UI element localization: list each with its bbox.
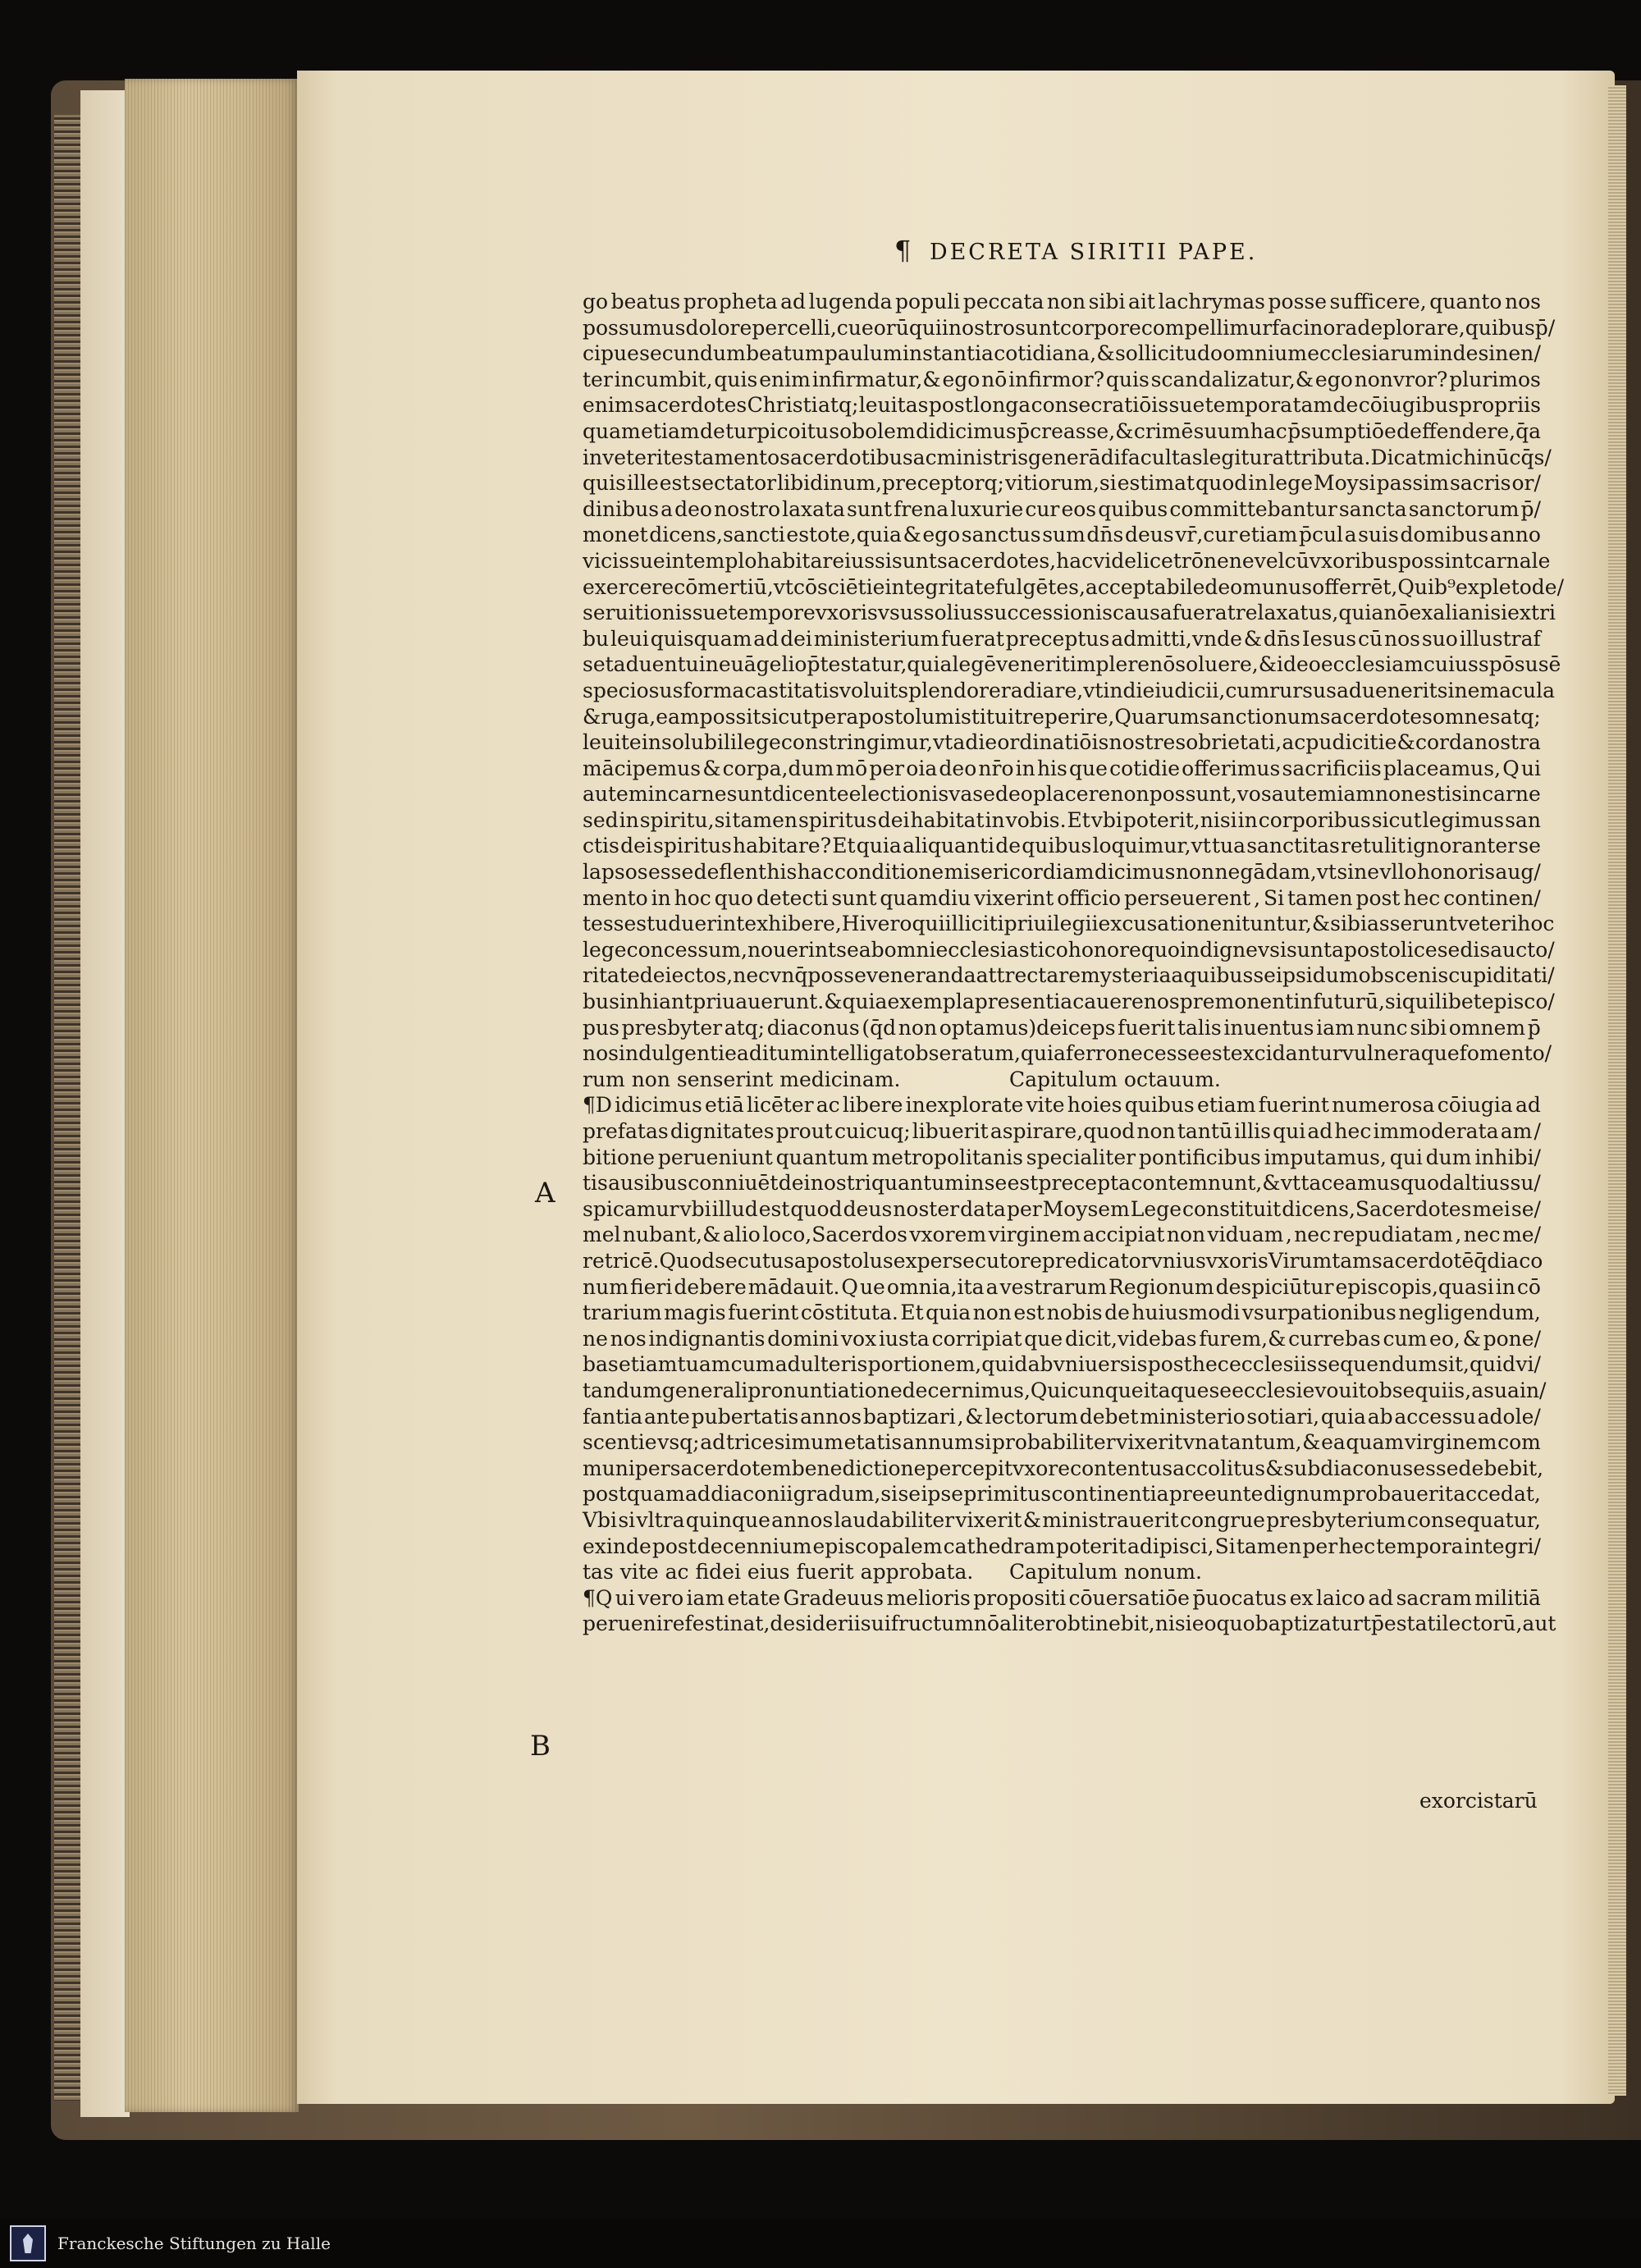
text-line: Vbi si vltra quinque annos laudabiliter vixerit & ministrauerit congrue presbyterium consequatur, (583, 1507, 1541, 1532)
text-line: spicamur vbi illud est quod deus noster data per Moysem Lege constituit dicens,Sacerdotes mei se/ (583, 1196, 1541, 1221)
text-line: quis ille est sectator libidinum,preceptorq; vitiorum,si estimat quod in lege Moysi passim sacris or/ (583, 471, 1541, 496)
text-line: set aduentu in euāgelio p̄testatur,quia legē venerit implere nō soluere,& ideo ecclesiam cuius spōsus ē (583, 652, 1561, 677)
text-line: mel nubant,& alio loco,Sacerdos vxorem virginem accipiat non viduam , nec repudiatam , nec me/ (583, 1223, 1541, 1247)
paragraph-tail: tas vite ac fidei eius fuerit approbata. (583, 1560, 974, 1584)
text-line: exercere cōmertiū,vt cōsciētie integritate fulgētes, acceptabile deo munus offerrēt, Q uib⁹ expleto de/ (583, 574, 1565, 599)
text-line: scentie vsq; ad tricesimum etatis annum si probabiliter vixerit vna tantum, & ea quam virginem com (583, 1430, 1541, 1455)
section-b-paragraph (583, 1585, 1556, 1637)
text-line: lapsos esse deflent his hac conditione misericordiam dicimus non negādam,vt sine vllo honoris aug/ (583, 860, 1541, 885)
section-a-paragraph (583, 1092, 1547, 1559)
chapter9-line (583, 1559, 1541, 1585)
text-line: vicis sue in templo habitare iussi sunt sacerdotes,hac videlicet rōne ne vel cū vxoribus possint carnale (583, 548, 1551, 573)
paragraph-tail: rum non senserint medicinam. (583, 1067, 901, 1091)
text-line: peruenire festinat,desiderii sui fructum nō aliter obtinebit,nisi eo quo baptizatur tp̄e stati lectorū,aut (583, 1612, 1556, 1636)
endpaper (80, 90, 130, 2117)
chapter-heading: Capitulum nonum. (1009, 1560, 1202, 1584)
margin-marker-a: A (535, 1177, 555, 1209)
text-line: fantia ante pubertatis annos baptizari , & lectorum debet ministerio sotiari, quia ab accessu adole/ (583, 1404, 1541, 1429)
footer-text: Franckesche Stiftungen zu Halle (57, 2234, 331, 2253)
margin-marker-b: B (530, 1730, 551, 1763)
text-line: seruitionis sue tempore vxoris vsus solius successionis causa fuerat relaxatus, quia nō ex alia nisi ex tri (583, 601, 1556, 625)
text-line: trarium magis fuerint cōstituta. Et quia non est nobis de huiusmodi vsurpationibus negligendum, (583, 1301, 1541, 1325)
text-line: ritate deiectos,nec vnq̄ posse veneranda attrectare mysteria a quibus se ipsi dum obscenis cupiditati/ (583, 963, 1555, 988)
text-line: enim sacerdotes Christi atq; leuitas post longa consecratiōis sue tempora tam de cōiugibus propriis (583, 393, 1541, 418)
text-line: lege concessum,nouerint se ab omni ecclesiastico honore quo indigne vsi sunt apostolice sedis aucto/ (583, 937, 1555, 962)
text-line: possumus dolore percelli,cu eorū qui i nostro sunt corpore compellimur facinora deplorare, quibus p̄ / (583, 315, 1556, 340)
text-line: quam etiam de turpi coitu sobolem didicimus p̄creasse,& crimē suum hac p̄sumptiōe deffendere,q̄a (583, 418, 1541, 443)
text-line: ¶D idicimus etiā licēter ac libere inexplorate vite hoies quibus etiam fuerint numerosa cōiugia ad (583, 1093, 1541, 1118)
text-line: tandum generali pronuntiatione decernimus, Q uicunque itaque se ecclesie vouit obsequiis,a sua in/ (583, 1378, 1547, 1402)
text-line: cipue secundum beatum paulum instantia cotidiana, & sollicitudo omnium ecclesiarum indesinen / (583, 341, 1541, 366)
chapter8-line (583, 1067, 1541, 1093)
text-line: tes se studuerint exhibere,Hi vero qui illiciti priuilegii excusatione nituntur,& sibi asserunt veteri hoc (583, 912, 1555, 936)
text-line: exinde post decennium episcopalem cathedram poterit adipisci, Si tamen per hec tempora integri/ (583, 1534, 1541, 1558)
text-line: mento in hoc quo detecti sunt quamdiu vixerint officio perseuerent , Si tamen post hec continen/ (583, 885, 1541, 910)
text-line: bus inhiant priuauerunt. & quia exempla presentia cauere nos premonent in futurū,si quilibet episco/ (583, 990, 1555, 1014)
text-line: nos indulgentie aditum intelligat obseratum,quia ferro necesse est excidantur vulnera que fomento/ (583, 1041, 1552, 1066)
running-header (894, 235, 1321, 271)
catchword: exorcistarū (1419, 1789, 1538, 1813)
text-line: bitione perueniunt quantum metropolitanis specialiter pontificibus imputamus, qui dum inhibi/ (583, 1145, 1541, 1169)
text-line: sed in spiritu,si tamen spiritus dei habitat in vobis. Et vbi poterit,nisi in corporibus sicut legimus san (583, 807, 1541, 832)
text-line: muni per sacerdotem benedictione percepit vxore contentus accolitus & subdiaconus esse debebit, (583, 1456, 1544, 1480)
text-line: ¶Q ui vero iam etate Gradeuus melioris propositi cōuersatiōe p̄uocatus ex laico ad sacram militiā (583, 1585, 1541, 1610)
text-line: bas etiam tuam cum adulteris portionem,quid ab vniuersis post hec ecclesiis sequendum sit,quid vi/ (583, 1352, 1541, 1377)
text-line: go beatus propheta ad lugenda populi peccata non sibi ait lachrymas posse sufficere, quanto nos (583, 290, 1541, 313)
text-line: speciosus forma castitatis voluit splendore radiare, vt in die iudicii, cum rursus aduenerit sine macula (583, 678, 1555, 702)
text-line: bu leui quisquam ad dei ministerium fuerat preceptus admitti,vnde & dn̄s Iesus cū nos suo illustraf (583, 626, 1541, 651)
footer-bar (0, 2219, 1641, 2268)
text-line: monet dicens,sancti estote,quia & ego sanctus sum dn̄s deus vr̄,cur etiam p̄cul a suis domibus anno (583, 523, 1541, 547)
text-line: in veteri testamento sacerdotibus ac ministris generādi facultas legitur attributa. Dicat michi nūc q̄s/ (583, 445, 1552, 469)
text-line: prefatas dignitates prout cuicuq; libuerit aspirare,quod non tantū illis qui ad hec immoderata am / (583, 1119, 1541, 1143)
body-paragraph (583, 289, 1565, 1067)
pilcrow-icon: ¶ (894, 235, 914, 266)
text-line: ne nos indignantis domini vox iusta corripiat que dicit,videbas furem,& currebas cum eo, & pone/ (583, 1326, 1541, 1351)
text-line: ctis dei spiritus habitare? Et quia aliquanti de quibus loquimur,vt tua sanctitas retulit ignoranter se (583, 834, 1541, 858)
page-edge (1608, 85, 1626, 2096)
text-line: retricē. Q uod secutus apostolus ex persecutore predicator vnius vxoris Virum tam sacerdotē q̄ diaco (583, 1248, 1543, 1273)
text-line: & ruga,eam possit sicut per apostolum istituit reperire, Q uarum sanctionum sacerdotes omnes atq; (583, 704, 1541, 729)
text-line: mācipemus & corpa,dum mō per oia deo nr̄o in his que cotidie offerimus sacrificiis placeamus, Q ui (583, 756, 1541, 780)
text-line: autem in carne sunt dicente electionis vase deo placere non possunt,vos autem iam non estis in carne (583, 782, 1541, 807)
chapter-heading: Capitulum octauum. (1009, 1067, 1221, 1091)
text-line: num fieri debere mādauit. Q ue omnia,ita a vestrarum Regionum despiciūtur episcopis,quasi in cō (583, 1274, 1541, 1299)
text-line: postquam ad diaconii gradum,si se ipse primitus continentia preeunte dignum probauerit accedat, (583, 1482, 1541, 1507)
text-block (583, 289, 1565, 1637)
page-stack (125, 79, 299, 2112)
text-line: leuite insolubili lege constringimur,vt a die ordinatiōis nostre sobrietati , ac pudicitie & corda nostra (583, 730, 1541, 755)
text-line: ter incumbit, quis enim infirmatur,& ego nō infirmor? quis scandalizatur,& ego nonvror? plurimos (583, 367, 1541, 391)
text-line: pus presbyter atq; diaconus (q̄d non optamus)deiceps fuerit talis inuentus iam nunc sibi omnem p̄ (583, 1015, 1541, 1040)
header-title: DECRETA SIRITII PAPE. (929, 240, 1258, 265)
cover-edge (54, 115, 82, 2101)
text-line: dinibus a deo nostro laxata sunt frena luxurie cur eos quibus committebantur sancta sanctorum p̄/ (583, 496, 1541, 521)
text-line: tis ausibus conniuēt dei nostri quantum in se est precepta contemnunt,& vt taceamus quod altius su/ (583, 1171, 1541, 1196)
institution-logo-icon (10, 2225, 46, 2261)
